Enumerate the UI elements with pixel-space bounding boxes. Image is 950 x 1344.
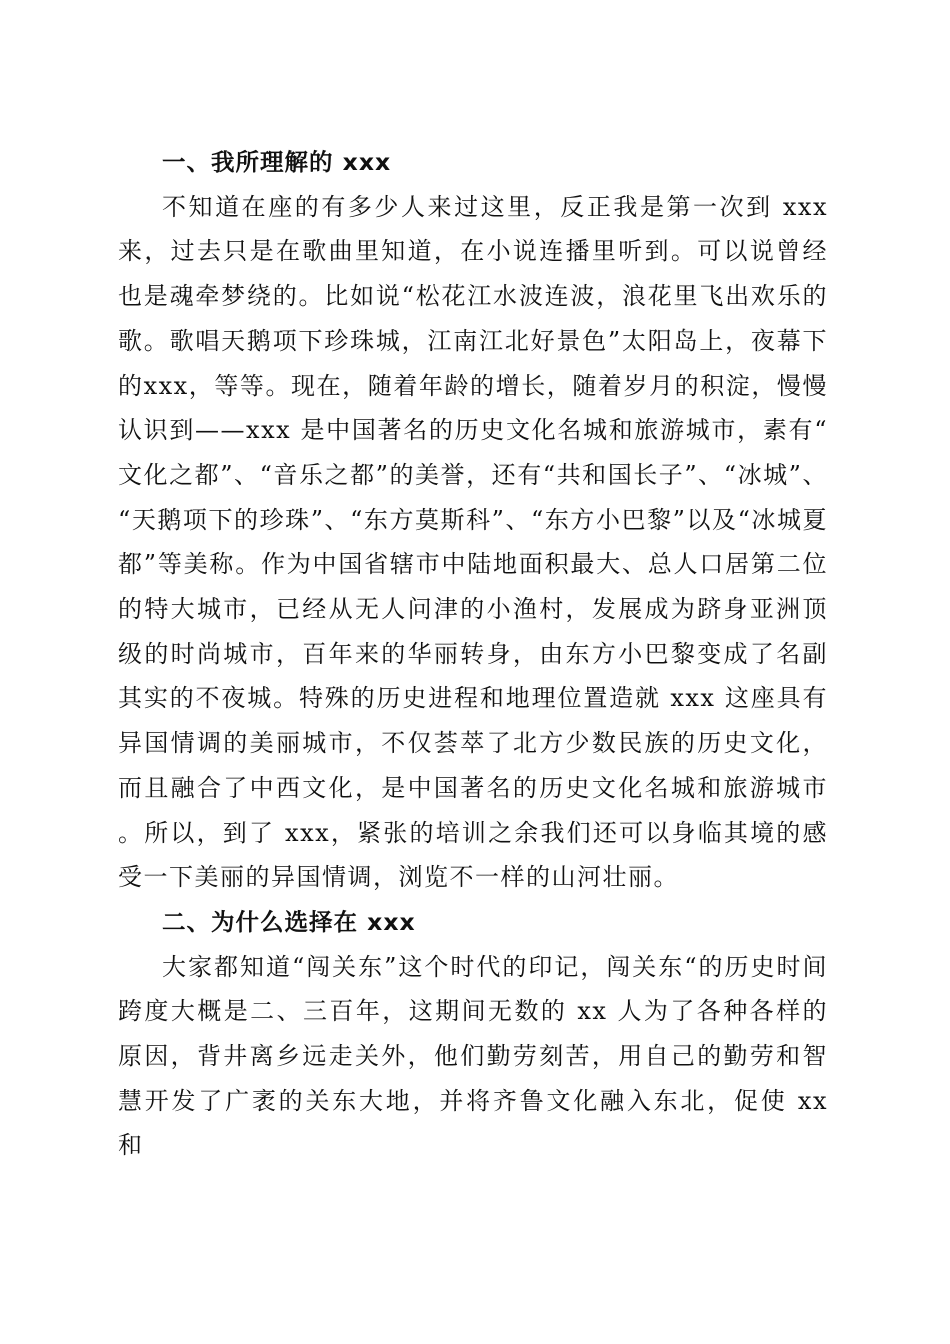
section-paragraph-2: 大家都知道“闯关东”这个时代的印记，闯关东“的历史时间跨度大概是二、三百年，这期间无数的 xx 人为了各种各样的原因，背井离乡远走关外，他们勤劳刻苦，用自己的勤劳和智慧开发了广袤的关东大地，并将齐鲁文化融入东北，促使 xx 和 <box>118 952 828 1160</box>
section-paragraph-1: 不知道在座的有多少人来过这里，反正我是第一次到 xxx 来，过去只是在歌曲里知道，在小说连播里听到。可以说曾经也是魂牵梦绕的。比如说“松花江水波连波，浪花里飞出欢乐的歌。歌唱天鹅项下珍珠城，江南江北好景色”太阳岛上，夜幕下的xxx，等等。现在，随着年龄的增长，随着岁月的积淀，慢慢认识到——xxx 是中国著名的历史文化名城和旅游城市，素有“文化之都”、“音乐之都”的美誉，还有“共和国长子”、“冰城”、“天鹅项下的珍珠”、“东方莫斯科”、“东方小巴黎”以及“冰城夏都”等美称。作为中国省辖市中陆地面积最大、总人口居第二位的特大城市，已经从无人问津的小渔村，发展成为跻身亚洲顶级的时尚城市，百年来的华丽转身，由东方小巴黎变成了名副其实的不夜城。特殊的历史进程和地理位置造就 xxx 这座具有异国情调的美丽城市，不仅荟萃了北方少数民族的历史文化，而且融合了中西文化，是中国著名的历史文化名城和旅游城市。所以，到了 xxx，紧张的培训之余我们还可以身临其境的感受一下美丽的异国情调，浏览不一样的山河壮丽。 <box>118 192 828 892</box>
document-body <box>118 140 828 1168</box>
section-heading-1: 一、我所理解的 xxx <box>162 148 392 176</box>
section-heading-2: 二、为什么选择在 xxx <box>162 907 416 936</box>
